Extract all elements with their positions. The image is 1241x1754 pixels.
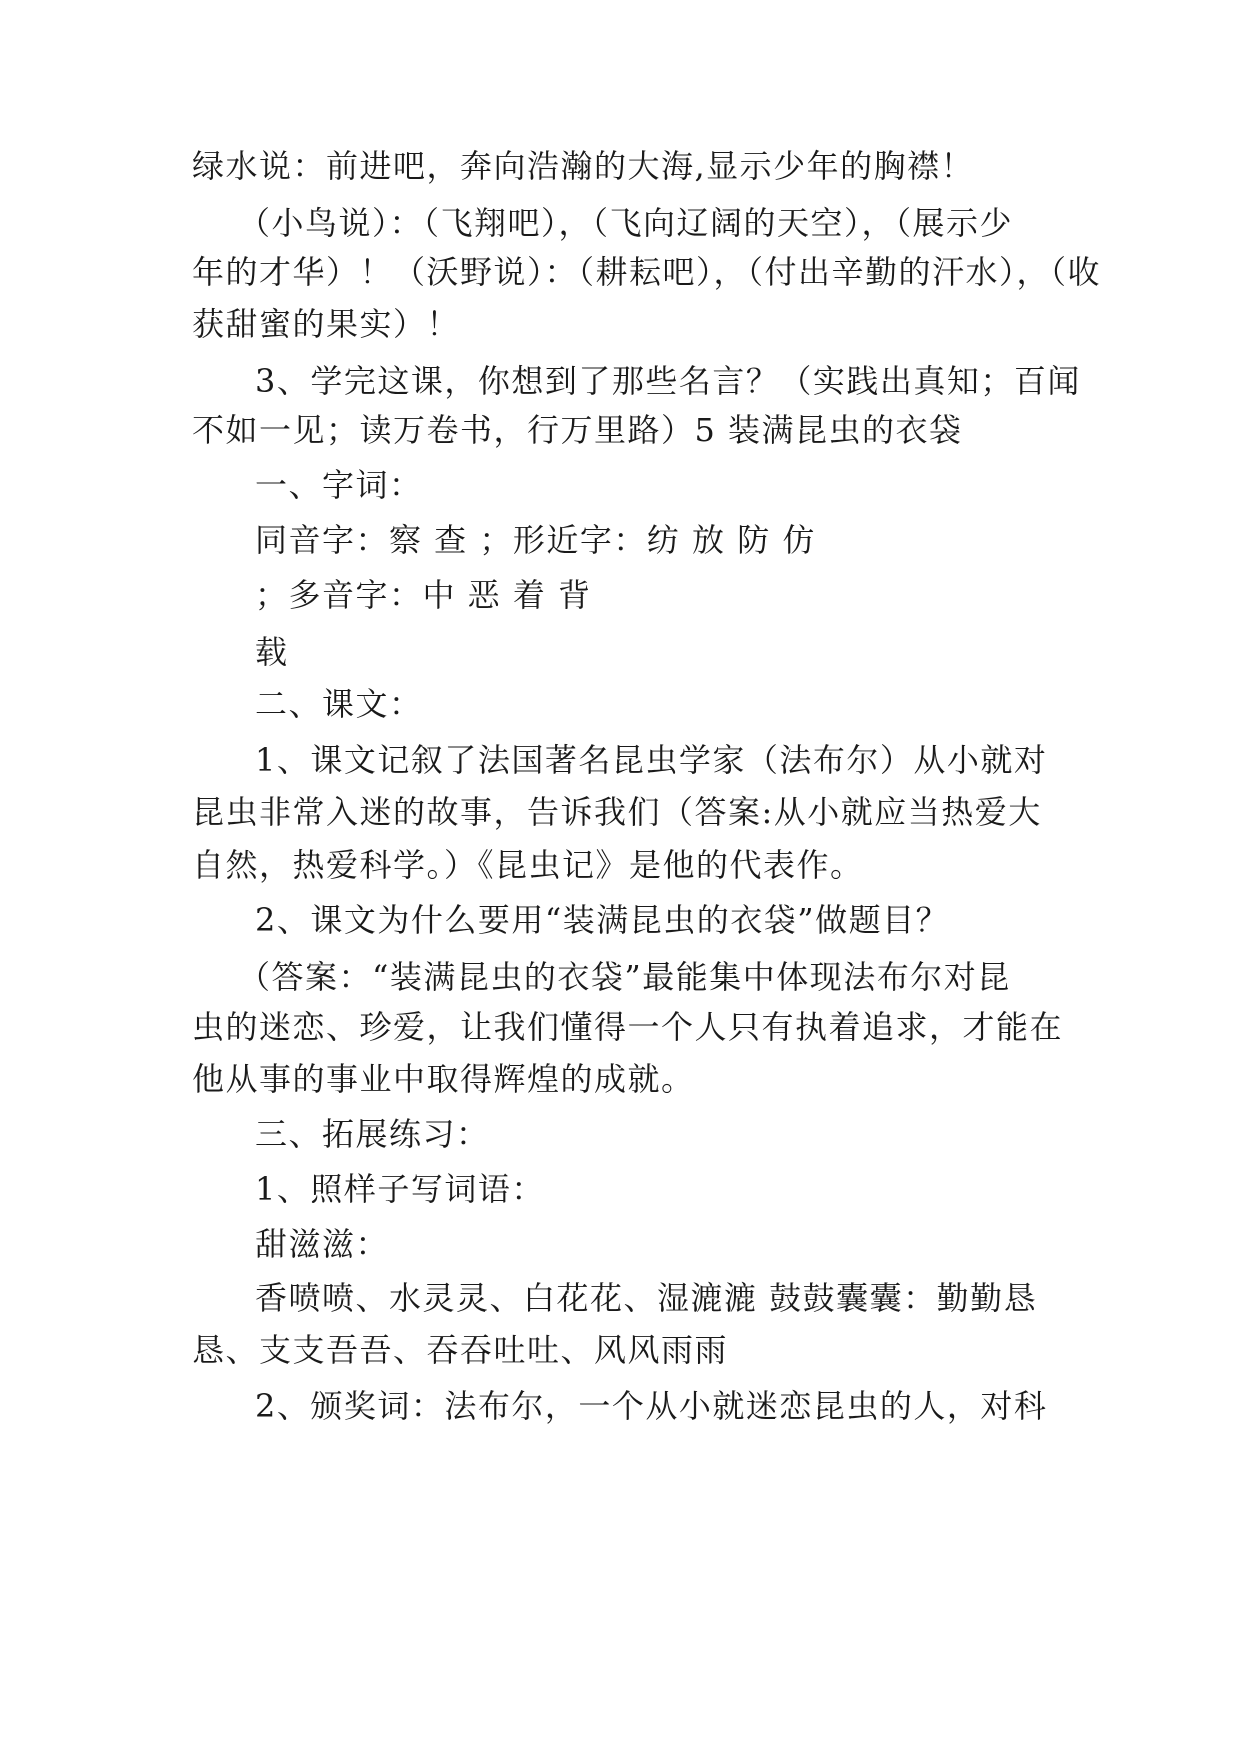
paragraph-line: 他从事的事业中取得辉煌的成就。 <box>192 1060 695 1098</box>
paragraph-line: 1、照样子写词语： <box>255 1170 545 1208</box>
paragraph-line: 不如一见；读万卷书，行万里路）5 装满昆虫的衣袋 <box>192 411 963 449</box>
paragraph-line: 2、颁奖词：法布尔，一个从小就迷恋昆虫的人，对科 <box>255 1387 1048 1425</box>
paragraph-line: 1、课文记叙了法国著名昆虫学家（法布尔）从小就对 <box>255 741 1048 779</box>
paragraph-line: 载 <box>255 633 289 671</box>
paragraph-line: 香喷喷、水灵灵、白花花、湿漉漉 鼓鼓囊囊：勤勤恳 <box>255 1279 1038 1317</box>
paragraph-line: 自然，热爱科学。）《昆虫记》是他的代表作。 <box>192 846 864 884</box>
paragraph-line: 昆虫非常入迷的故事，告诉我们（答案:从小就应当热爱大 <box>192 793 1042 831</box>
paragraph-line: 同音字：察 查 ；形近字：纺 放 防 仿 <box>255 521 816 559</box>
paragraph-line: 2、课文为什么要用“装满昆虫的衣袋”做题目？ <box>255 901 950 939</box>
paragraph-line: 年的才华）！（沃野说）：（耕耘吧），（付出辛勤的汗水），（收 <box>192 253 1102 291</box>
paragraph-line: 3、学完这课，你想到了那些名言？（实践出真知；百闻 <box>255 362 1081 400</box>
paragraph-line: 获甜蜜的果实）！ <box>192 305 461 343</box>
paragraph-line: ；多音字：中 恶 着 背 <box>255 576 592 614</box>
paragraph-line: 恳、支支吾吾、吞吞吐吐、风风雨雨 <box>192 1331 729 1369</box>
section-heading: 三、拓展练习： <box>255 1115 490 1153</box>
paragraph-line: 虫的迷恋、珍爱，让我们懂得一个人只有执着追求，才能在 <box>192 1008 1064 1046</box>
paragraph-line: 甜滋滋： <box>255 1225 390 1263</box>
paragraph-line: （答案：“装满昆虫的衣袋”最能集中体现法布尔对昆 <box>238 958 1011 996</box>
section-heading: 二、课文： <box>255 685 423 723</box>
paragraph-line: 绿水说：前进吧，奔向浩瀚的大海,显示少年的胸襟！ <box>192 147 975 185</box>
section-heading: 一、字词： <box>255 466 423 504</box>
paragraph-line: （小鸟说）：（飞翔吧），（飞向辽阔的天空），（展示少 <box>238 204 1014 242</box>
